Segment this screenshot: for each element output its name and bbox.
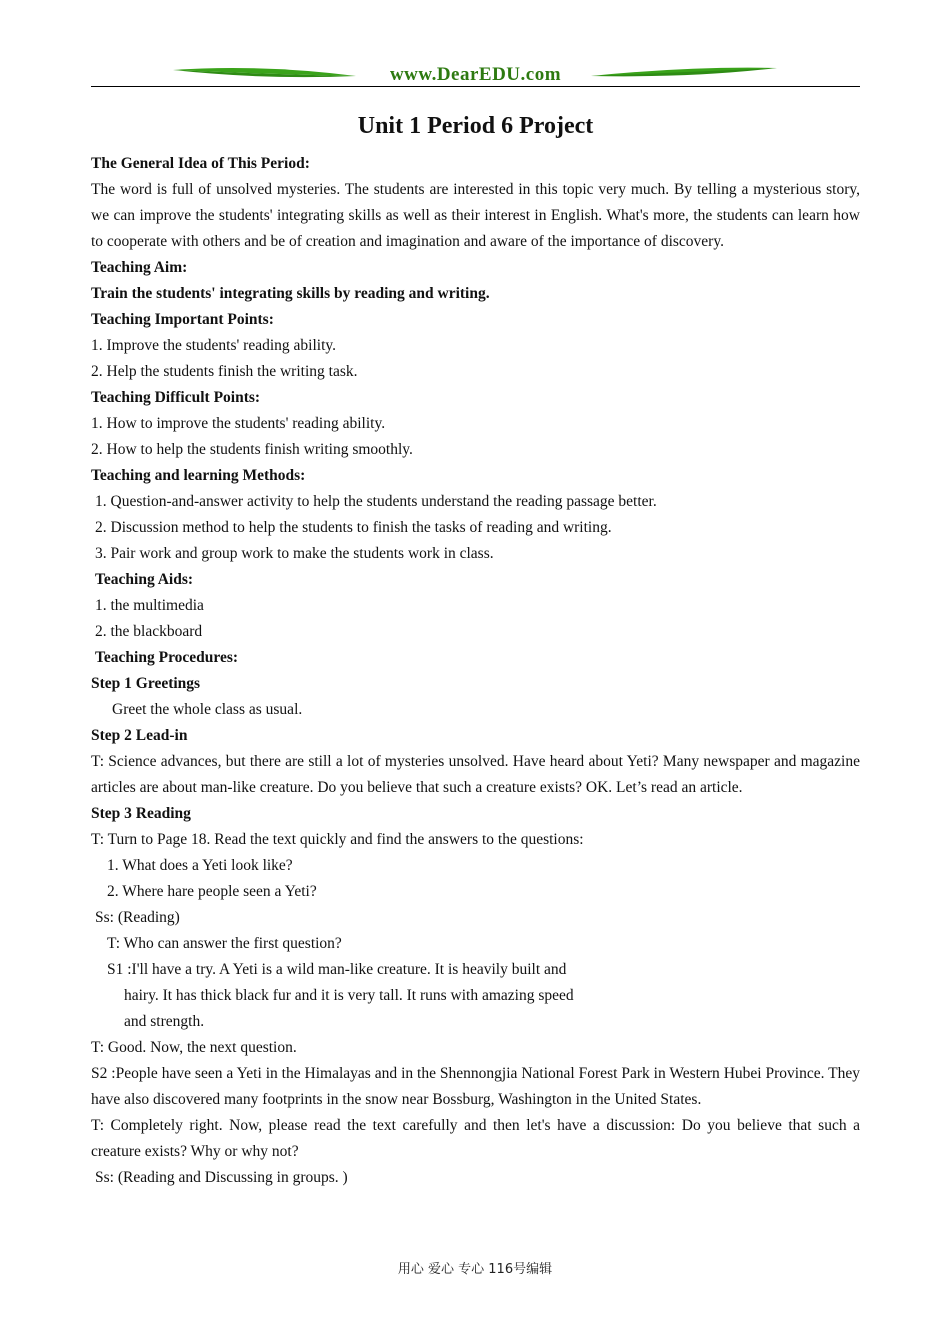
t-good-line: T: Good. Now, the next question. [91, 1039, 297, 1056]
step2-heading: Step 2 Lead-in [91, 727, 188, 744]
teaching-aim-text: Train the students' integrating skills by reading and writing. [91, 285, 490, 302]
difficult-point-item: 2. How to help the students finish writing smoothly. [91, 441, 413, 458]
ss-reading-line: Ss: (Reading) [95, 909, 180, 926]
s2-answer: S2 :People have seen a Yeti in the Himalayas and in the Shennongjia National Forest Park in Western Hubei Province. They have also discovered many footprints in the snow near Bossburg, Washington in the United States. [91, 1065, 860, 1108]
s1-answer-line: and strength. [124, 1013, 205, 1030]
page-header [91, 62, 860, 90]
important-points-heading: Teaching Important Points: [91, 311, 274, 328]
page-title: Unit 1 Period 6 Project [357, 113, 594, 139]
s1-answer-line: hairy. It has thick black fur and it is very tall. It runs with amazing speed [124, 987, 574, 1004]
step3-heading: Step 3 Reading [91, 805, 191, 822]
ss-discussing-line: Ss: (Reading and Discussing in groups. ) [95, 1169, 348, 1186]
site-logo-text: www.DearEDU.com [389, 64, 562, 85]
t-discussion-line: T: Completely right. Now, please read the text carefully and then let's have a discussion: Do you believe that such a creature exists? Why or why not? [91, 1117, 860, 1160]
page-footer: 用心 爱心 专心 116号编辑 [397, 1262, 553, 1277]
header-divider [91, 86, 860, 87]
important-point-item: 1. Improve the students' reading ability. [91, 337, 336, 354]
method-item: 3. Pair work and group work to make the students work in class. [95, 545, 494, 562]
lesson-content [91, 151, 860, 1191]
step3-question: 1. What does a Yeti look like? [107, 857, 293, 874]
method-item: 1. Question-and-answer activity to help the students understand the reading passage better. [95, 493, 657, 510]
s1-answer-line: S1 :I'll have a try. A Yeti is a wild man-like creature. It is heavily built and [107, 961, 567, 978]
difficult-points-heading: Teaching Difficult Points: [91, 389, 261, 406]
important-point-item: 2. Help the students finish the writing task. [91, 363, 358, 380]
procedures-heading: Teaching Procedures: [95, 649, 239, 666]
step1-text: Greet the whole class as usual. [112, 701, 303, 718]
teaching-aim-heading: Teaching Aim: [91, 259, 188, 276]
teaching-aid-item: 1. the multimedia [95, 597, 204, 614]
step3-intro: T: Turn to Page 18. Read the text quickly and find the answers to the questions: [91, 831, 584, 848]
difficult-point-item: 1. How to improve the students' reading ability. [91, 415, 386, 432]
general-idea-text: The word is full of unsolved mysteries. The students are interested in this topic very much. By telling a mysterious story, we can improve the students' integrating skills as well as their interest in English. What's more, the students can learn how to cooperate with others and be of creation and imagination and aware of the importance of discovery. [91, 181, 860, 250]
method-item: 2. Discussion method to help the students to finish the tasks of reading and writing. [95, 519, 612, 536]
methods-heading: Teaching and learning Methods: [91, 467, 306, 484]
step2-text: T: Science advances, but there are still a lot of mysteries unsolved. Have heard about Yeti? Many newspaper and magazine articles are about man-like creature. Do you believe that such a creature exists? OK. Let’s read an article. [91, 753, 860, 796]
general-idea-heading: The General Idea of This Period: [91, 155, 310, 172]
teaching-aids-heading: Teaching Aids: [95, 571, 194, 588]
step3-question: 2. Where hare people seen a Yeti? [107, 883, 317, 900]
step1-heading: Step 1 Greetings [91, 675, 201, 692]
teaching-aid-item: 2. the blackboard [95, 623, 203, 640]
t-first-question-line: T: Who can answer the first question? [107, 935, 342, 952]
